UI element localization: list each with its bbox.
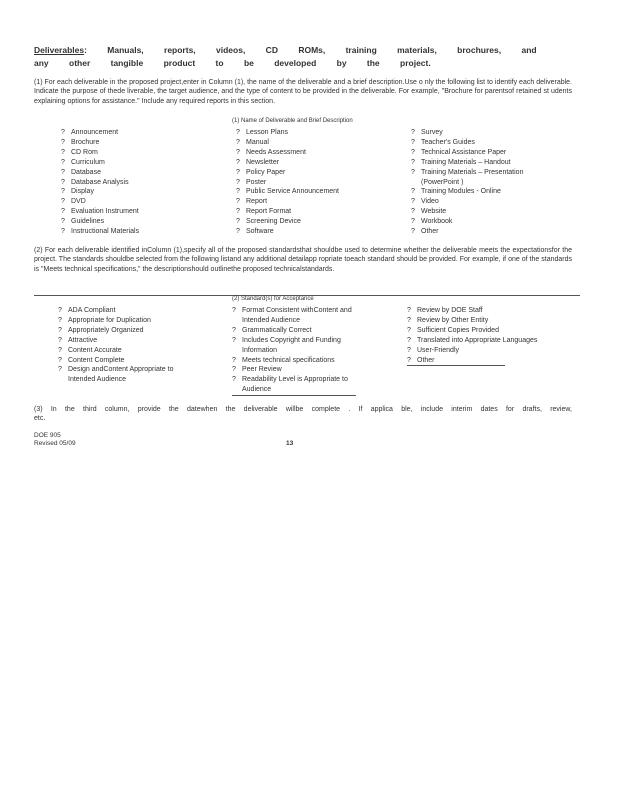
list-item: ? Lesson Plans	[236, 129, 289, 136]
list-item: ? Sufficient Copies Provided	[407, 326, 499, 334]
list-item: ? Content Accurate	[58, 346, 122, 354]
heading-lead: Deliverables	[34, 45, 85, 55]
list-item: ? Training Materials – Presentation	[411, 168, 524, 176]
list-item: ? Software	[236, 228, 274, 236]
footer-doc-id: DOE 905	[34, 432, 61, 439]
list-item: ? Translated into Appropriate Languages	[407, 336, 538, 344]
list-item: ? Newsletter	[236, 158, 280, 166]
list-item-continuation: Information	[242, 346, 278, 354]
list-item-continuation: Audience	[242, 386, 272, 394]
list-item: ? Review by DOE Staff	[407, 307, 483, 314]
deliverables-col-c	[411, 128, 591, 237]
list-item: ? CD Rom	[61, 148, 98, 156]
page-number: 13	[286, 440, 294, 447]
list-item: ? Needs Assessment	[236, 148, 306, 156]
standards-col-c	[407, 306, 587, 365]
standards-col-a	[58, 306, 230, 385]
list-item: ? DVD	[61, 198, 86, 206]
list-item: ? Other	[411, 228, 439, 236]
list-item: ? Readability Level is Appropriate to	[232, 376, 348, 384]
list-item: ? Technical Assistance Paper	[411, 148, 507, 156]
list-item-continuation: Intended Audience	[68, 376, 126, 384]
standards-col-b	[232, 306, 402, 395]
list-item: ? Guidelines	[61, 218, 105, 226]
column-1-header: (1) Name of Deliverable and Brief Description	[232, 118, 353, 124]
footer-revised: Revised 05/09	[34, 440, 76, 447]
list-item: ? Content Complete	[58, 356, 125, 364]
list-item: ? Website	[411, 208, 447, 216]
instruction-paragraph-2: (2) For each deliverable identified inColumn (1),specify all of the proposed standardsthat shouldbe used to determine whether the deliverable meets the expectationsfor the project. The standards shouldbe selected from the following listand any additional detailapp ropriate toeach standard should be provided. For example, if one of the standards is "Meets technical specifications," the descriptionshould outlinethe proposed technicalstandards.	[34, 247, 572, 273]
list-item: ? Poster	[236, 178, 267, 186]
heading-text: : Manuals, reports, videos, CD ROMs, training materials, brochures, and any other tangible product to be developed by the project.	[34, 45, 537, 68]
list-item: ? Screening Device	[236, 218, 301, 226]
list-item: ? Curriculum	[61, 158, 105, 166]
list-item: ? Meets technical specifications	[232, 356, 335, 364]
deliverables-col-b	[236, 128, 406, 237]
list-item: ? Grammatically Correct	[232, 326, 312, 334]
column-2-header: (2) Standard(s) for Acceptance	[232, 296, 314, 302]
list-item: ? Survey	[411, 129, 443, 136]
list-item: ? Appropriate for Duplication	[58, 316, 151, 324]
list-item: ? Includes Copyright and Funding	[232, 336, 341, 344]
list-item: ? ADA Compliant	[58, 307, 116, 314]
section-heading	[34, 44, 554, 70]
list-item: ? Video	[411, 198, 439, 206]
list-item: ? Database Analysis	[61, 178, 129, 186]
list-item: ? User-Friendly	[407, 346, 460, 354]
list-item: ? Appropriately Organized	[58, 326, 144, 334]
list-item: ? Evaluation Instrument	[61, 208, 139, 216]
list-item: ? Report Format	[236, 208, 292, 216]
list-item-continuation: (PowerPoint )	[421, 178, 464, 186]
list-item: ? Workbook	[411, 218, 453, 226]
list-item: ? Display	[61, 188, 94, 196]
instruction-paragraph-1: (1) For each deliverable in the proposed project,enter in Column (1), the name of the deliverable and a brief description.Use o nly the following list to identify each deliverable. Indicate the purpose of thede liverable, the target audience, and the type of content to be provided in the deliverable. For example, "Brochure for parentsof retained st udents explaining options for assistance." Include any required reports in this section.	[34, 79, 572, 105]
list-item: ? Training Materials – Handout	[411, 158, 511, 166]
list-item: ? Policy Paper	[236, 168, 286, 176]
instruction-paragraph-3: (3) In the third column, provide the datewhen the deliverable willbe complete . If applica ble, include interim dates for drafts, review, etc.	[34, 406, 572, 423]
list-item: ? Public Service Announcement	[236, 188, 339, 196]
deliverables-col-a	[61, 128, 231, 237]
list-item: ? Report	[236, 198, 268, 206]
list-item: ? Database	[61, 168, 101, 176]
list-item: ? Brochure	[61, 138, 100, 146]
divider-rule	[407, 365, 505, 366]
divider-rule	[232, 395, 356, 396]
list-item: ? Design andContent Appropriate to	[58, 366, 174, 374]
list-item: ? Other	[407, 356, 435, 364]
list-item: ? Teacher's Guides	[411, 138, 475, 146]
list-item-continuation: Intended Audience	[242, 316, 300, 324]
list-item: ? Announcement	[61, 129, 119, 136]
list-item: ? Peer Review	[232, 366, 282, 374]
list-item: ? Review by Other Entity	[407, 316, 489, 324]
list-item: ? Attractive	[58, 336, 98, 344]
list-item: ? Manual	[236, 138, 269, 146]
list-item: ? Training Modules - Online	[411, 188, 501, 196]
list-item: ? Format Consistent withContent and	[232, 307, 352, 314]
list-item: ? Instructional Materials	[61, 228, 140, 236]
